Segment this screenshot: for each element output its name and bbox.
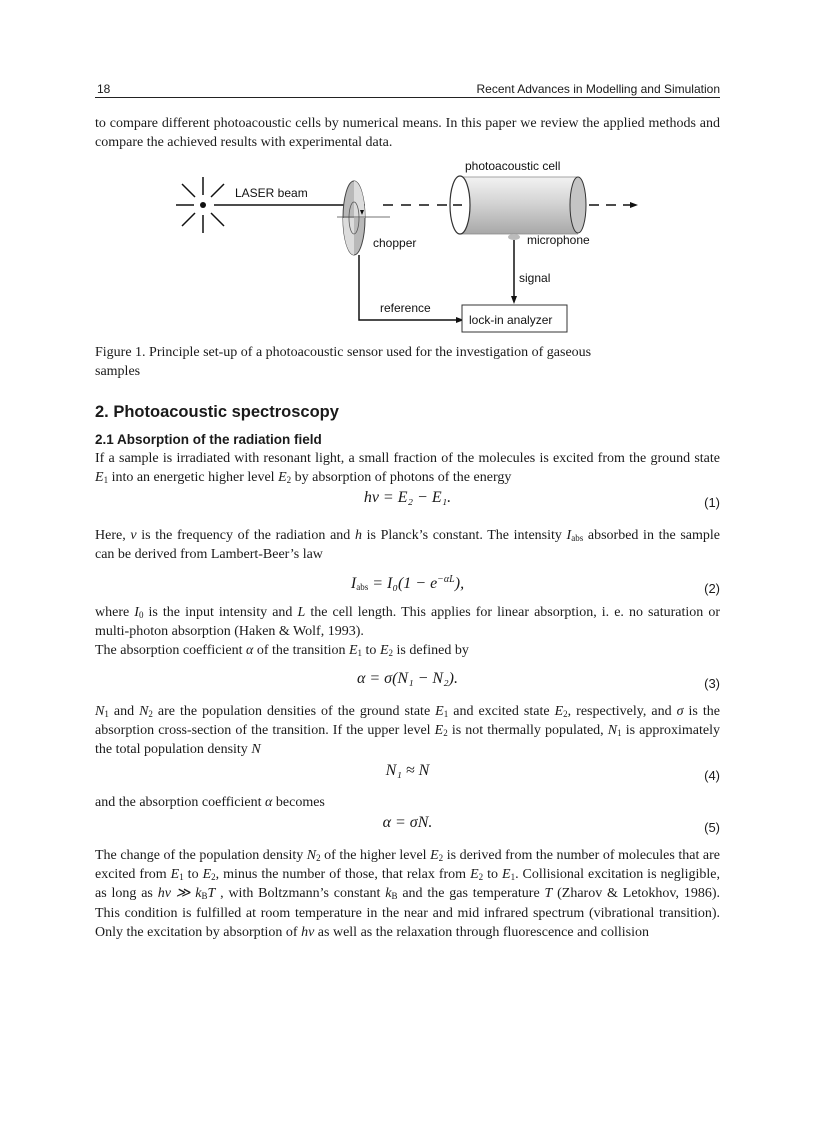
section-heading: 2. Photoacoustic spectroscopy bbox=[95, 403, 339, 421]
equation-2: $I_{abs} = I_0(1 - e^{-\alpha L})$, (2) bbox=[350, 574, 720, 596]
intro-text: to compare different photoacoustic cells by numerical means. In this paper we review the applied methods and compare the achieved results with experimental data. bbox=[95, 116, 720, 151]
equation-number: (1) bbox=[704, 495, 720, 510]
paragraph-2: Here, ν is the frequency of the radiation and h is Planck’s constant. The intensity $I_{abs}$ absorbed in the sample can be derived from Lambert-Beer’s law bbox=[95, 528, 721, 563]
caption-line-1: Figure 1. Principle set-up of a photoacoustic sensor used for the investigation of gaseous bbox=[95, 345, 592, 360]
signal-label: signal bbox=[519, 271, 551, 285]
running-header bbox=[95, 81, 720, 98]
running-title: Recent Advances in Modelling and Simulation bbox=[476, 82, 720, 96]
section-heading-block bbox=[95, 403, 720, 422]
equation-number: (5) bbox=[704, 820, 720, 835]
equation-5: α = σN. (5) bbox=[382, 814, 720, 835]
equation-number: (4) bbox=[704, 768, 720, 783]
paragraph-4: $N_1$ and $N_2$ are the population densities of the ground state $E_1$ and excited state $E_2$, respectively, and σ is the absorption cross-section of the transition. If the upper level $E_2$ is not thermally populated, $N_1$ is approximately the total population density N bbox=[95, 704, 721, 758]
beam-arrow-icon bbox=[630, 202, 638, 208]
equation-number: (3) bbox=[704, 676, 720, 691]
paragraph-1: If a sample is irradiated with resonant light, a small fraction of the molecules is excited from the ground state $E_1$ into an energetic higher level $E_2$ by absorption of photons of the energy bbox=[95, 451, 720, 486]
photoacoustic-cell-icon bbox=[450, 176, 586, 240]
lockin-label: lock-in analyzer bbox=[469, 313, 553, 327]
subsection-heading-block bbox=[95, 432, 720, 447]
paragraph-3: where $I_0$ is the input intensity and L the cell length. This applies for linear absorption, i. e. no saturation or multi-photon absorption (Haken & Wolf, 1993). The absorption coefficient α of the transition $E_1$ to $E_2$ is defined by bbox=[95, 605, 720, 659]
equation-1: hν = E₂ − E₁. (1) bbox=[363, 489, 720, 510]
caption-line-2: samples bbox=[95, 364, 141, 379]
intro-paragraph bbox=[95, 114, 720, 152]
laser-label: LASER beam bbox=[235, 186, 308, 200]
equation-4: N₁ ≈ N (4) bbox=[385, 762, 720, 783]
figure-caption bbox=[95, 343, 720, 381]
figure-1-diagram bbox=[170, 157, 650, 337]
paragraph-5: and the absorption coefficient α becomes bbox=[95, 795, 325, 810]
equation-3: α = σ(N₁ − N₂). (3) bbox=[356, 670, 720, 691]
chopper-label: chopper bbox=[373, 236, 417, 250]
paragraph-6: The change of the population density $N_2$ of the higher level $E_2$ is derived from the number of molecules that are excited from $E_1$ to $E_2$, minus the number of those, that relax from $E_2$ to $E_1$. Collisional excitation is negligible, as long as hν ≫ $k_BT$ , with Boltzmann’s constant $k_B$ and the gas temperature T (Zharov & Letokhov, 1986). This condition is fulfilled at room temperature in the near and mid infrared spectrum (vibrational transition). Only the excitation by absorption of hν as well as the relaxation through fluorescence and collision bbox=[95, 848, 721, 940]
cell-label: photoacoustic cell bbox=[465, 159, 561, 173]
microphone-label: microphone bbox=[527, 233, 590, 247]
subsection-heading: 2.1 Absorption of the radiation field bbox=[95, 432, 322, 447]
equation-number: (2) bbox=[704, 581, 720, 596]
page-number: 18 bbox=[97, 82, 111, 96]
reference-label: reference bbox=[380, 301, 431, 315]
